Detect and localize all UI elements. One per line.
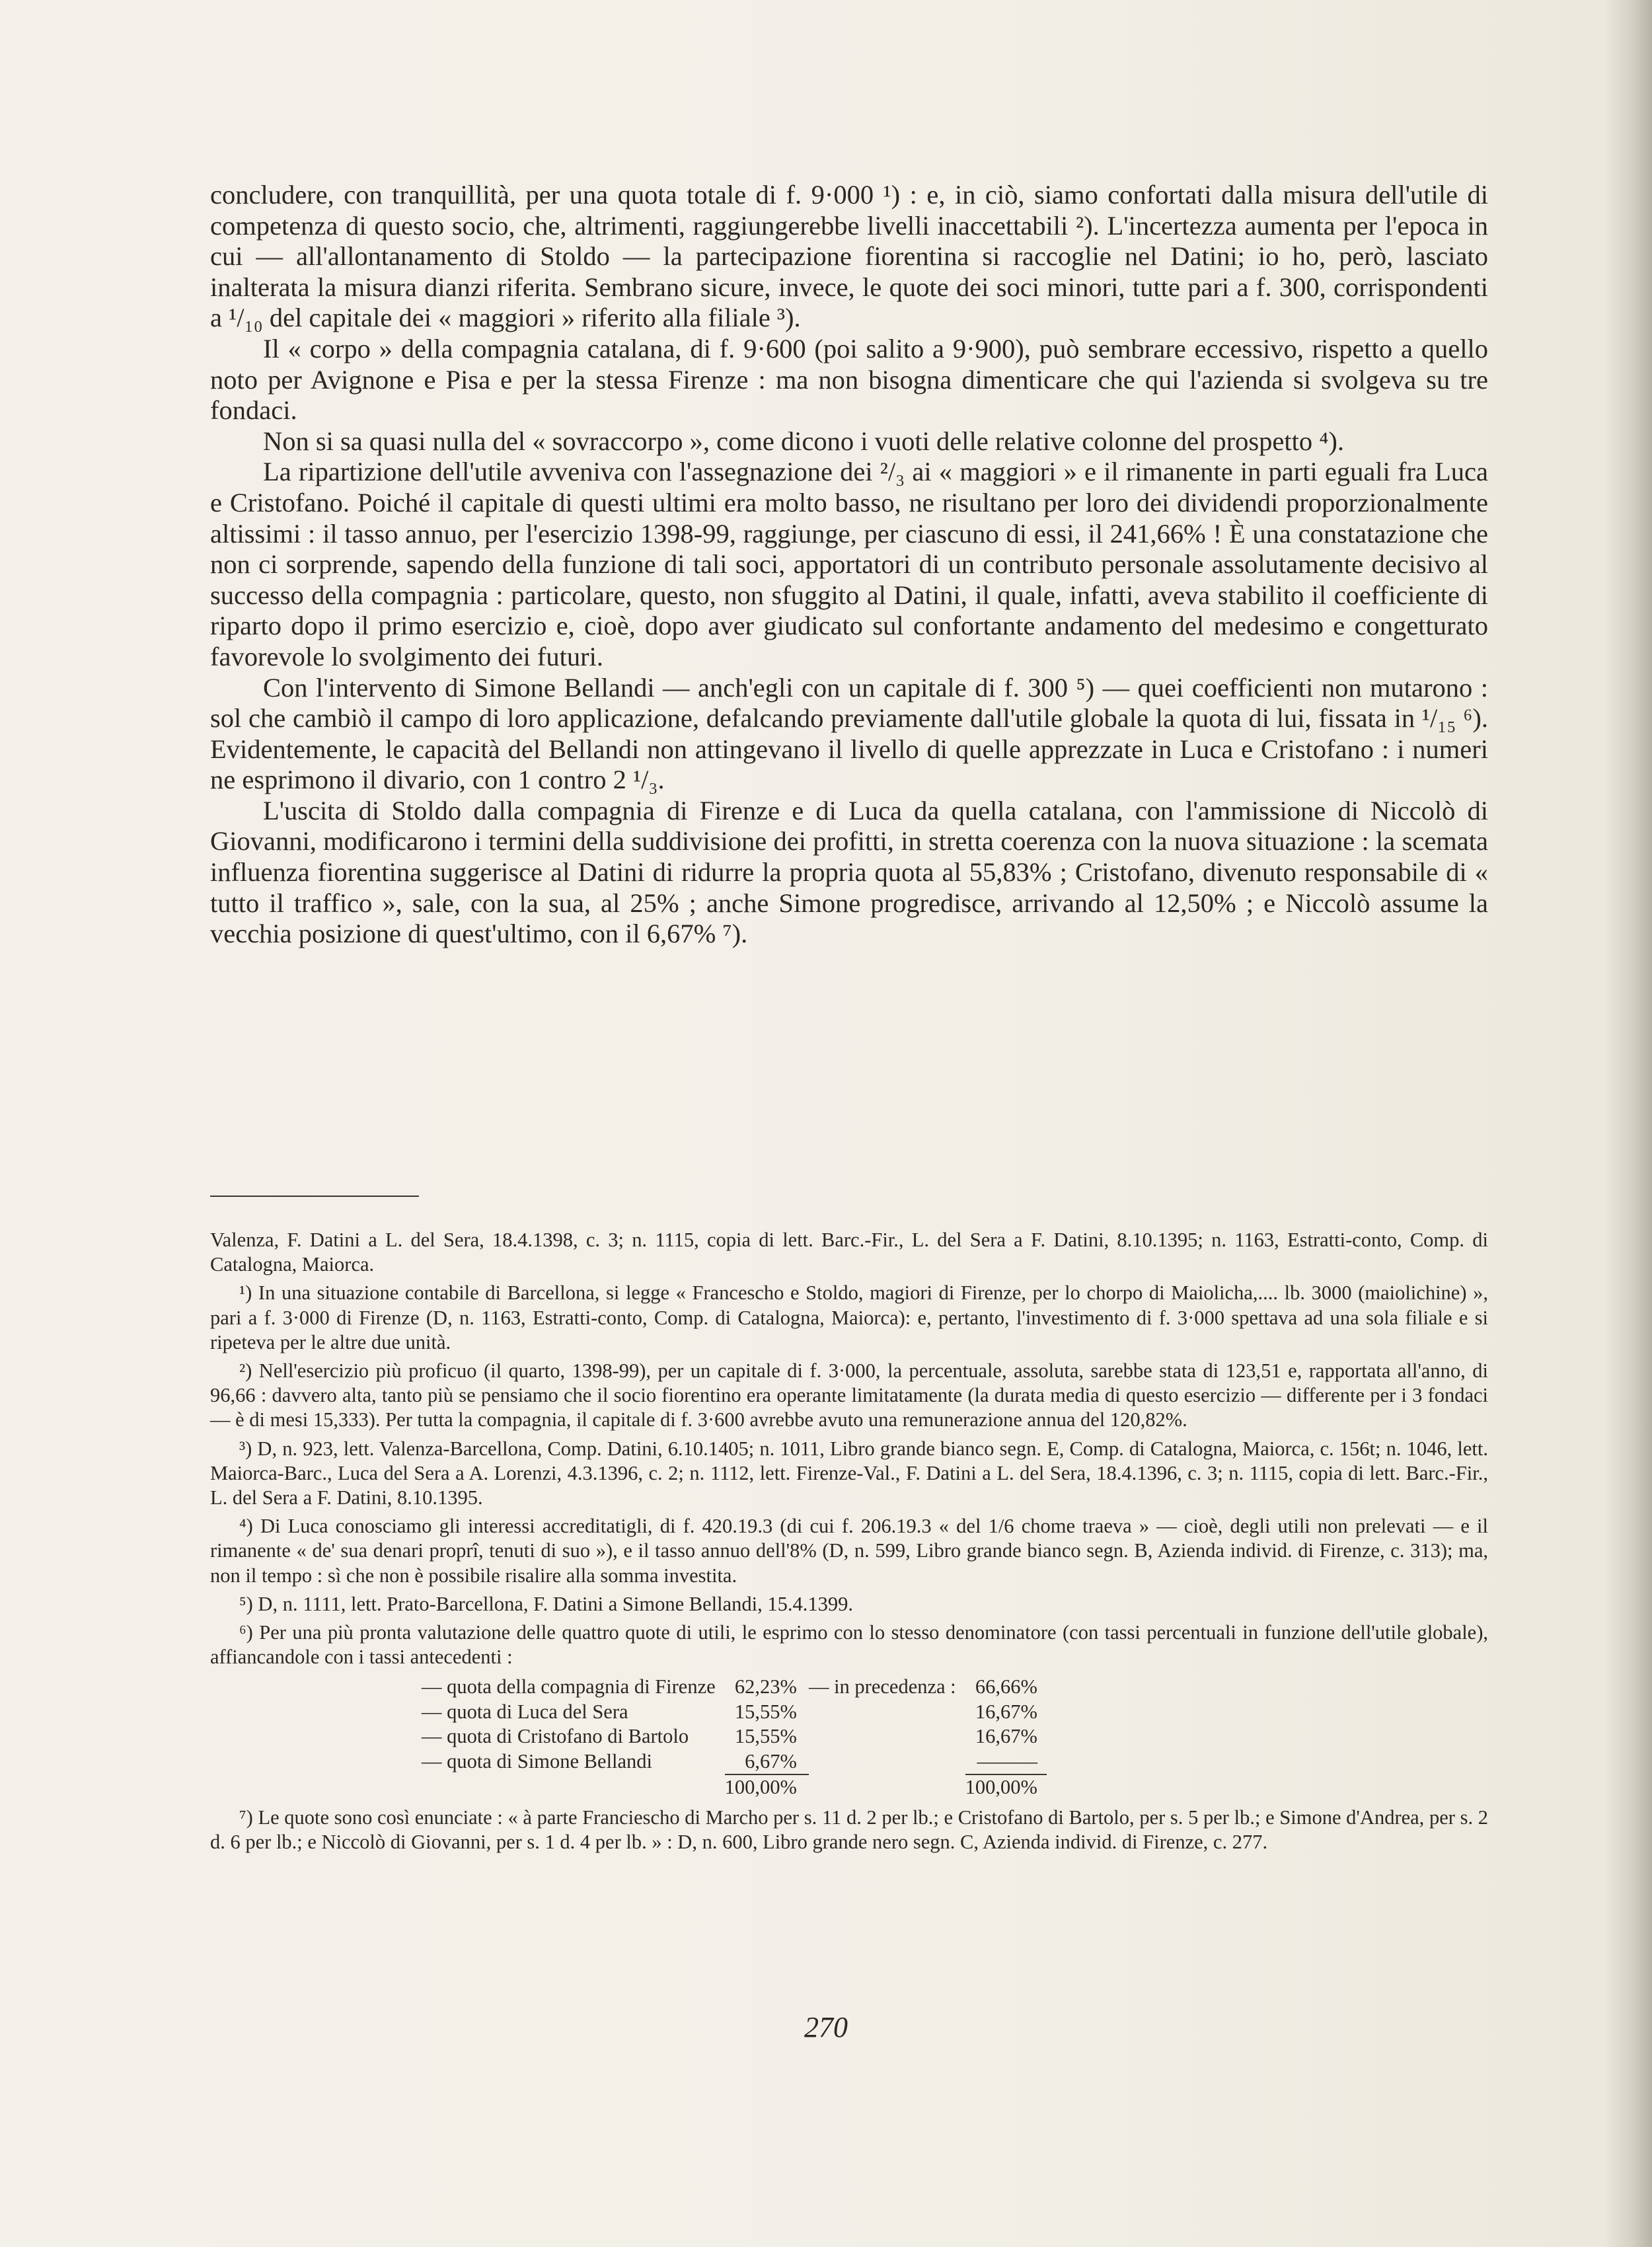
row-prev-label <box>809 1724 965 1749</box>
row-prev-value: ——— <box>977 1749 1037 1772</box>
footnote-4: ⁴) Di Luca conosciamo gli interessi accreditatigli, di f. 420.19.3 (di cui f. 206.19.3 « del 1/6 chome traeva » — cioè, degli utili non prelevati — e il rimanente « de' sua denari proprî, tenuti di suo »), e il tasso annuo dell'8% (D, n. 599, Libro grande bianco segn. B, Azienda individ. di Firenze, c. 313); ma, non il tempo : sì che non è possibile risalire alla somma investita. <box>210 1515 1488 1587</box>
table-row <box>422 1675 1047 1700</box>
row-value: 6,67% <box>745 1749 797 1772</box>
row-prev-value: 66,66% <box>975 1675 1037 1698</box>
paragraph-4: La ripartizione dell'utile avveniva con l'assegnazione dei ²/₃ ai « maggiori » e il rimanente in parti eguali fra Luca e Cristofano. Poiché il capitale di questi ultimi era molto basso, ne risultano per loro dei dividendi proporzionalmente altissimi : il tasso annuo, per l'esercizio 1398-99, raggiunge, per ciascuno di essi, il 241,66% ! È una constatazione che non ci sorprende, sapendo della funzione di tali soci, apportatori di un contributo personale assolutamente decisivo al successo della compagnia : particolare, questo, non sfuggito al Datini, il quale, infatti, aveva stabilito il coefficiente di riparto dopo il primo esercizio e, cioè, dopo aver giudicato sul confortante andamento del medesimo e congetturato favorevole lo svolgimento dei futuri. <box>210 457 1488 671</box>
paragraph-1: concludere, con tranquillità, per una quota totale di f. 9·000 ¹) : e, in ciò, siamo confortati dalla misura dell'utile di competenza di questo socio, che, altrimenti, raggiungerebbe livelli inaccettabili ²). L'incertezza aumenta per l'epoca in cui — all'allontanamento di Stoldo — la partecipazione fiorentina si raccoglie nel Datini; io ho, però, lasciato inalterata la misura dianzi riferita. Sembrano sicure, invece, le quote dei soci minori, tutte pari a f. 300, corrispondenti a ¹/₁₀ del capitale dei « maggiori » riferito alla filiale ³). <box>210 180 1488 333</box>
table-row <box>422 1724 1047 1749</box>
table-row <box>422 1700 1047 1725</box>
paragraph-5: Con l'intervento di Simone Bellandi — anch'egli con un capitale di f. 300 ⁵) — quei coefficienti non mutarono : sol che cambiò il campo di loro applicazione, defalcando previamente dall'utile globale la quota di lui, fissata in ¹/₁₅ ⁶). Evidentemente, le capacità del Bellandi non attingevano il livello di quelle apprezzate in Luca e Cristofano : i numeri ne esprimono il divario, con 1 contro 2 ¹/₃. <box>210 672 1488 795</box>
total-prev-value: 100,00% <box>965 1774 1047 1800</box>
quota-table <box>422 1675 1047 1800</box>
footnotes <box>210 1228 1488 1858</box>
row-prev-label <box>809 1749 965 1775</box>
row-label: — quota della compagnia di Firenze <box>422 1675 716 1698</box>
footnote-6: ⁶) Per una più pronta valutazione delle quattro quote di utili, le esprimo con lo stesso denominatore (con tassi percentuali in funzione dell'utile globale), affiancandole con i tassi antecedenti : <box>210 1621 1488 1669</box>
row-prev-label: — in precedenza : <box>808 1675 956 1698</box>
row-prev-value: 16,67% <box>975 1725 1037 1748</box>
row-value: 15,55% <box>734 1725 797 1748</box>
row-prev-label <box>809 1700 965 1725</box>
row-label: — quota di Cristofano di Bartolo <box>422 1725 689 1748</box>
table-total-row <box>422 1774 1047 1800</box>
paragraph-2: Il « corpo » della compagnia catalana, di f. 9·600 (poi salito a 9·900), può sembrare eccessivo, rispetto a quello noto per Avignone e Pisa e per la stessa Firenze : ma non bisogna dimenticare che qui l'azienda si svolgeva su tre fondaci. <box>210 333 1488 426</box>
table-row <box>422 1749 1047 1775</box>
footnote-1: ¹) In una situazione contabile di Barcellona, si legge « Francescho e Stoldo, magiori di Firenze, per lo chorpo di Maiolicha,.... lb. 3000 (maiolichine) », pari a f. 3·000 di Firenze (D, n. 1163, Estratti-conto, Comp. di Catalogna, Maiorca): e, pertanto, l'investimento di f. 3·000 spettava ad una sola filiale e si ripeteva per le altre due unità. <box>210 1281 1488 1353</box>
total-value: 100,00% <box>725 1774 809 1800</box>
row-value: 15,55% <box>734 1700 797 1723</box>
paragraph-6: L'uscita di Stoldo dalla compagnia di Firenze e di Luca da quella catalana, con l'ammissione di Niccolò di Giovanni, modificarono i termini della suddivisione dei profitti, in stretta coerenza con la nuova situazione : la scemata influenza fiorentina suggerisce al Datini di ridurre la propria quota al 55,83% ; Cristofano, divenuto responsabile di « tutto il traffico », sale, con la sua, al 25% ; anche Simone progredisce, arrivando al 12,50% ; e Niccolò assume la vecchia posizione di quest'ultimo, con il 6,67% ⁷). <box>210 795 1488 949</box>
footnote-7: ⁷) Le quote sono così enunciate : « à parte Franciescho di Marcho per s. 11 d. 2 per lb.; e Cristofano di Bartolo, per s. 5 per lb.; e Simone d'Andrea, per s. 2 d. 6 per lb.; e Niccolò di Giovanni, per s. 1 d. 4 per lb. » : D, n. 600, Libro grande nero segn. C, Azienda individ. di Firenze, c. 277. <box>210 1806 1488 1854</box>
row-prev-value: 16,67% <box>975 1700 1037 1723</box>
footnote-continued: Valenza, F. Datini a L. del Sera, 18.4.1398, c. 3; n. 1115, copia di lett. Barc.-Fir., L. del Sera a F. Datini, 8.10.1395; n. 1163, Estratti-conto, Comp. di Catalogna, Maiorca. <box>210 1229 1488 1276</box>
footnote-5: ⁵) D, n. 1111, lett. Prato-Barcellona, F. Datini a Simone Bellandi, 15.4.1399. <box>239 1592 853 1615</box>
total-label <box>422 1774 725 1800</box>
row-label: — quota di Simone Bellandi <box>422 1750 653 1773</box>
footnote-2: ²) Nell'esercizio più proficuo (il quarto, 1398-99), per un capitale di f. 3·000, la percentuale, assoluta, sarebbe stata di 123,51 e, rapportata all'anno, di 96,66 : davvero alta, tanto più se pensiamo che il socio fiorentino era operante limitatamente (la durata media di questo esercizio — differente per i 3 fondaci — è di mesi 15,333). Per tutta la compagnia, il capitale di f. 3·600 avrebbe avuto una remunerazione annua del 120,82%. <box>210 1359 1488 1431</box>
page-number: 270 <box>804 2011 848 2043</box>
row-value: 62,23% <box>734 1675 797 1698</box>
footnote-separator <box>210 1196 419 1197</box>
paragraph-3: Non si sa quasi nulla del « sovraccorpo », come dicono i vuoti delle relative colonne del prospetto ⁴). <box>263 426 1344 456</box>
row-label: — quota di Luca del Sera <box>422 1700 628 1723</box>
page-edge-shadow <box>1606 0 1652 2247</box>
footnote-3: ³) D, n. 923, lett. Valenza-Barcellona, Comp. Datini, 6.10.1405; n. 1011, Libro grande bianco segn. E, Comp. di Catalogna, Maiorca, c. 156t; n. 1046, lett. Maiorca-Barc., Luca del Sera a A. Lorenzi, 4.3.1396, c. 2; n. 1112, lett. Firenze-Val., F. Datini a L. del Sera, 18.4.1396, c. 3; n. 1115, copia di lett. Barc.-Fir., L. del Sera a F. Datini, 8.10.1395. <box>210 1437 1488 1509</box>
total-prev-label <box>809 1774 965 1800</box>
main-text <box>210 180 1488 950</box>
